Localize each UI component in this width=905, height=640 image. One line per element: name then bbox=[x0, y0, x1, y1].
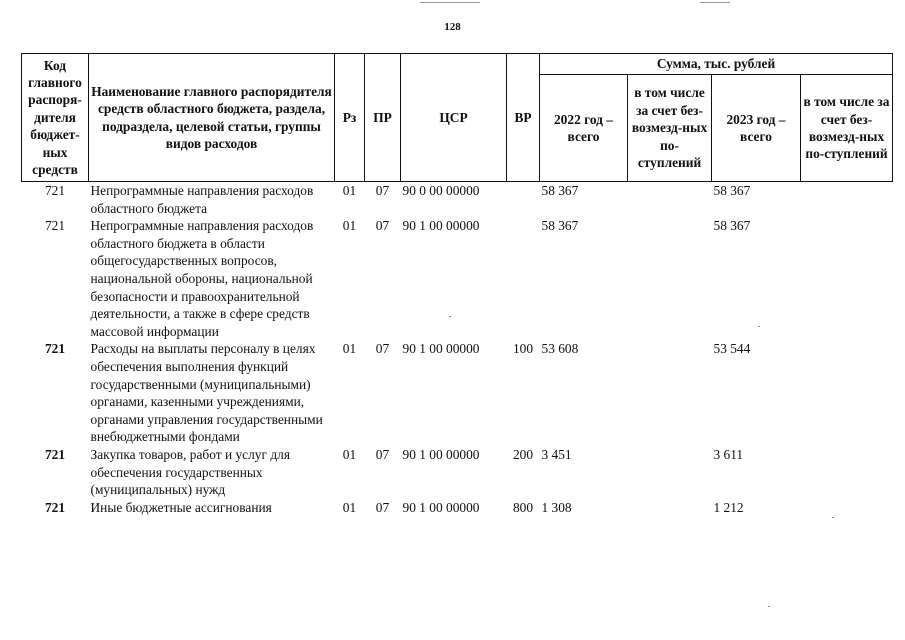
table-row bbox=[22, 499, 893, 517]
scan-artifact-dot bbox=[768, 606, 770, 607]
row-code: 721 bbox=[44, 499, 66, 515]
row-sum-2022: 3 451 bbox=[541, 446, 572, 462]
row-csr: 90 1 00 00000 bbox=[402, 446, 480, 462]
row-rz: 01 bbox=[342, 499, 357, 515]
header-2023-free: в том числе за счет без-возмезд-ных по-ступлений bbox=[801, 75, 893, 182]
table-row bbox=[22, 217, 893, 340]
header-rz: Рз bbox=[335, 54, 365, 182]
row-vr: 200 bbox=[512, 446, 534, 462]
page-number: 128 bbox=[444, 21, 461, 33]
row-vr bbox=[507, 217, 540, 340]
row-free-2023 bbox=[801, 182, 893, 218]
header-2022-free: в том числе за счет без-возмезд-ных по-ступлений bbox=[628, 75, 712, 182]
row-csr: 90 0 00 00000 bbox=[402, 183, 480, 198]
table-header bbox=[22, 54, 893, 182]
row-sum-2023: 3 611 bbox=[713, 446, 744, 462]
row-rz: 01 bbox=[342, 341, 357, 357]
header-vr: ВР bbox=[507, 54, 540, 182]
row-sum-2022: 53 608 bbox=[541, 341, 579, 357]
row-sum-2023: 1 212 bbox=[713, 499, 744, 515]
row-free-2022 bbox=[628, 340, 712, 446]
row-vr: 100 bbox=[512, 341, 534, 357]
row-free-2022 bbox=[628, 446, 712, 499]
row-free-2023 bbox=[801, 499, 893, 517]
table-row bbox=[22, 446, 893, 499]
header-2022-total: 2022 год – всего bbox=[540, 75, 628, 182]
row-sum-2023: 58 367 bbox=[713, 183, 751, 198]
row-csr: 90 1 00 00000 bbox=[402, 218, 480, 234]
row-code: 721 bbox=[44, 341, 66, 357]
row-name: Непрограммные направления расходов областного бюджета в области общегосударственных вопросов, национальной обороны, национальной безопасности и правоохранительной деятельности, а также в сфере средств массовой информации bbox=[90, 218, 314, 339]
row-vr: 800 bbox=[512, 499, 534, 515]
row-free-2022 bbox=[628, 217, 712, 340]
row-pr: 07 bbox=[375, 218, 390, 234]
row-free-2022 bbox=[628, 182, 712, 218]
budget-table bbox=[21, 53, 893, 516]
row-sum-2022: 1 308 bbox=[541, 499, 572, 515]
row-name: Иные бюджетные ассигнования bbox=[90, 499, 272, 515]
row-pr: 07 bbox=[375, 446, 390, 462]
row-csr: 90 1 00 00000 bbox=[402, 499, 480, 515]
row-free-2022 bbox=[628, 499, 712, 517]
scan-artifact-dot bbox=[449, 316, 451, 317]
table-row bbox=[22, 182, 893, 218]
row-free-2023 bbox=[801, 446, 893, 499]
row-name: Непрограммные направления расходов областного бюджета bbox=[90, 183, 314, 216]
row-vr bbox=[507, 182, 540, 218]
header-csr: ЦСР bbox=[401, 54, 507, 182]
row-pr: 07 bbox=[375, 499, 390, 515]
scan-artifact-line bbox=[700, 2, 730, 3]
row-rz: 01 bbox=[342, 446, 357, 462]
row-rz: 01 bbox=[342, 183, 357, 198]
row-free-2023 bbox=[801, 340, 893, 446]
scan-artifact-dot bbox=[832, 517, 834, 518]
header-2023-total: 2023 год – всего bbox=[712, 75, 801, 182]
header-pr: ПР bbox=[365, 54, 401, 182]
row-rz: 01 bbox=[342, 218, 357, 234]
row-sum-2023: 53 544 bbox=[713, 341, 751, 357]
header-sum-group: Сумма, тыс. рублей bbox=[540, 54, 893, 75]
scan-artifact-dot bbox=[758, 326, 760, 327]
row-name: Расходы на выплаты персоналу в целях обеспечения выполнения функций государственными (муниципальными) органами, казенными учреждениями, органами управления государственными внебюджетными фондами bbox=[90, 341, 323, 445]
row-name: Закупка товаров, работ и услуг для обеспечения государственных (муниципальных) нужд bbox=[90, 446, 290, 498]
row-pr: 07 bbox=[375, 183, 390, 198]
row-free-2023 bbox=[801, 217, 893, 340]
header-code: Код главного распоря-дителя бюджет-ных средств bbox=[22, 54, 89, 182]
row-csr: 90 1 00 00000 bbox=[402, 341, 480, 357]
row-sum-2022: 58 367 bbox=[541, 218, 579, 234]
row-code: 721 bbox=[44, 218, 66, 234]
header-name: Наименование главного распорядителя средств областного бюджета, раздела, подраздела, целевой статьи, группы видов расходов bbox=[89, 54, 335, 182]
row-sum-2022: 58 367 bbox=[541, 183, 579, 198]
table-row bbox=[22, 340, 893, 446]
row-sum-2023: 58 367 bbox=[713, 218, 751, 234]
scan-artifact-line bbox=[420, 2, 480, 3]
row-pr: 07 bbox=[375, 341, 390, 357]
row-code: 721 bbox=[44, 183, 66, 198]
row-code: 721 bbox=[44, 446, 66, 462]
